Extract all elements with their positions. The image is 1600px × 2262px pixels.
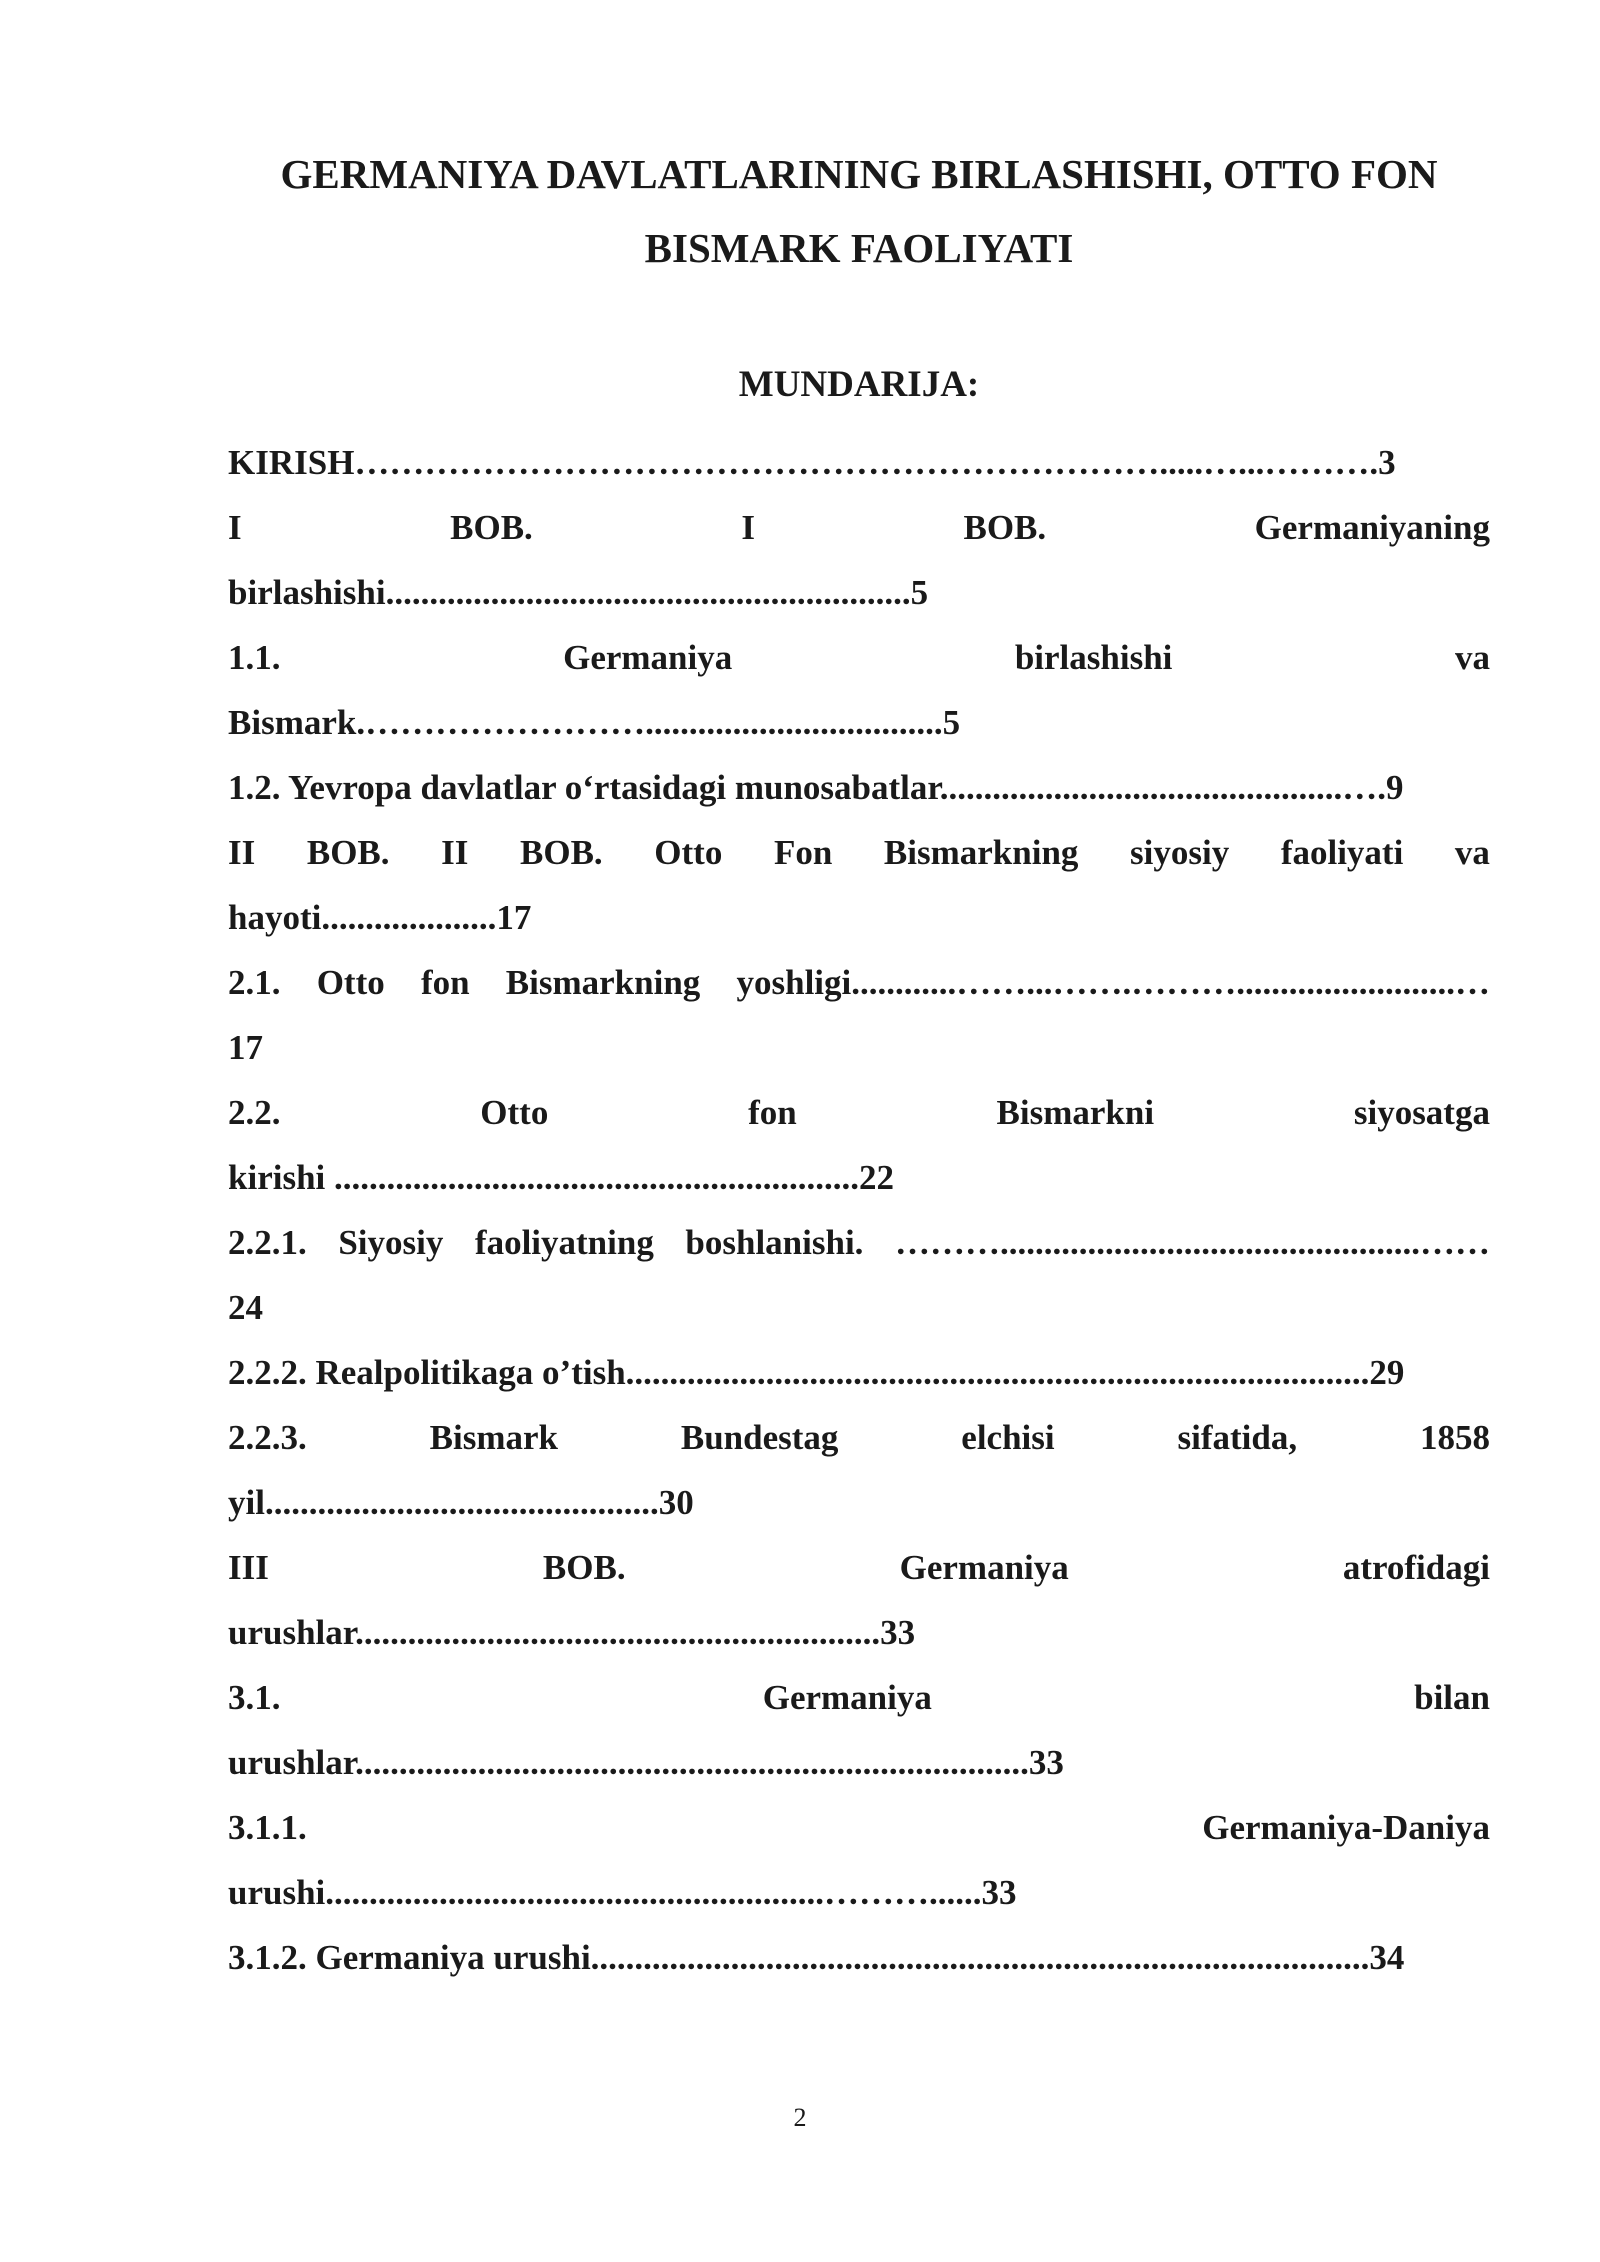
toc-line xyxy=(228,1340,1490,1405)
toc-word: Bismarkning xyxy=(505,963,701,1002)
toc-line xyxy=(228,560,1490,625)
toc-line xyxy=(228,690,1490,755)
toc-word: siyosiy xyxy=(1130,833,1230,872)
toc-word: BOB. xyxy=(450,508,533,547)
toc-line xyxy=(228,1470,1490,1535)
toc-word: II xyxy=(228,833,256,872)
toc-line xyxy=(228,1145,1490,1210)
toc-text: birlashishi............................................................5 xyxy=(228,573,929,612)
toc-line xyxy=(228,1210,1490,1275)
toc-word: birlashishi xyxy=(1014,638,1173,677)
toc-line xyxy=(228,820,1490,885)
toc-word: 2.1. xyxy=(228,963,281,1002)
toc-word: Bundestag xyxy=(680,1418,839,1457)
toc-text: 17 xyxy=(228,1028,263,1067)
toc-line xyxy=(228,1665,1490,1730)
toc-line xyxy=(228,1925,1490,1990)
toc-line xyxy=(228,1600,1490,1665)
toc-word: III xyxy=(228,1548,269,1587)
toc-word: 2.2.1. xyxy=(228,1223,307,1262)
toc-text: KIRISH…………………………………………………………….....…...……….3 xyxy=(228,443,1396,482)
toc-word: sifatida, xyxy=(1177,1418,1298,1457)
toc-line xyxy=(228,1795,1490,1860)
toc-line xyxy=(228,1860,1490,1925)
toc-word: Bismarkning xyxy=(883,833,1079,872)
toc-word: atrofidagi xyxy=(1342,1548,1490,1587)
toc-word: yoshligi............……...…….……….........................… xyxy=(736,963,1490,1002)
toc-word: BOB. xyxy=(963,508,1047,547)
toc-word: ………................................................…… xyxy=(895,1223,1490,1262)
toc-word: 2.2.3. xyxy=(228,1418,307,1457)
toc-text: Bismark.……………………..................................5 xyxy=(228,703,961,742)
toc-word: Germaniya-Daniya xyxy=(1202,1808,1490,1847)
toc-word: 3.1. xyxy=(228,1678,281,1717)
toc-text: yil.............................................30 xyxy=(228,1483,694,1522)
toc-text: 3.1.2. Germaniya urushi.........................................................................................34 xyxy=(228,1938,1405,1977)
document-title-line-2: BISMARK FAOLIYATI xyxy=(644,225,1074,271)
toc-word: Fon xyxy=(773,833,833,872)
toc-word: Germaniya xyxy=(563,638,733,677)
toc-word: I xyxy=(228,508,242,547)
toc-line xyxy=(228,1405,1490,1470)
toc-text: 24 xyxy=(228,1288,263,1327)
toc-text: hayoti....................17 xyxy=(228,898,532,937)
toc-word: bilan xyxy=(1414,1678,1490,1717)
page-number: 2 xyxy=(793,2103,807,2132)
toc-line xyxy=(228,430,1490,495)
toc-text: urushi.........................................................………......33 xyxy=(228,1873,1017,1912)
toc-line xyxy=(228,885,1490,950)
toc-word: 3.1.1. xyxy=(228,1808,307,1847)
toc-line xyxy=(228,1275,1490,1340)
toc-word: 2.2. xyxy=(228,1093,281,1132)
toc-text: 1.2. Yevropa davlatlar o‘rtasidagi munosabatlar..............................................….9 xyxy=(228,768,1404,807)
toc-word: II xyxy=(441,833,469,872)
toc-word: Siyosiy xyxy=(338,1223,444,1262)
toc-word: va xyxy=(1454,833,1490,872)
toc-word: Bismarkni xyxy=(996,1093,1155,1132)
document-title-line-1: GERMANIYA DAVLATLARINING BIRLASHISHI, OTTO FON xyxy=(280,151,1438,197)
toc-word: 1858 xyxy=(1419,1418,1490,1457)
toc-word: elchisi xyxy=(961,1418,1055,1457)
toc-word: faoliyati xyxy=(1280,833,1404,872)
toc-text: kirishi ............................................................22 xyxy=(228,1158,895,1197)
toc-line xyxy=(228,495,1490,560)
toc-text: urushlar.............................................................................33 xyxy=(228,1743,1064,1782)
toc-word: Bismark xyxy=(429,1418,558,1457)
toc-text: urushlar............................................................33 xyxy=(228,1613,916,1652)
contents-heading: MUNDARIJA: xyxy=(738,364,980,405)
table-of-contents xyxy=(228,430,1490,1990)
toc-word: Otto xyxy=(654,833,723,872)
toc-line xyxy=(228,625,1490,690)
toc-line xyxy=(228,1535,1490,1600)
toc-word: fon xyxy=(748,1093,797,1132)
toc-word: fon xyxy=(420,963,470,1002)
toc-word: va xyxy=(1455,638,1490,677)
toc-line xyxy=(228,1730,1490,1795)
toc-word: boshlanishi. xyxy=(685,1223,864,1262)
toc-word: I xyxy=(741,508,755,547)
toc-word: BOB. xyxy=(520,833,603,872)
toc-word: Germaniya xyxy=(899,1548,1069,1587)
toc-line xyxy=(228,1080,1490,1145)
toc-word: Germaniyaning xyxy=(1254,508,1490,547)
toc-text: 2.2.2. Realpolitikaga o’tish.....................................................................................29 xyxy=(228,1353,1405,1392)
toc-word: BOB. xyxy=(542,1548,626,1587)
toc-word: 1.1. xyxy=(228,638,281,677)
toc-line xyxy=(228,755,1490,820)
toc-word: BOB. xyxy=(306,833,390,872)
toc-word: Otto xyxy=(480,1093,549,1132)
toc-line xyxy=(228,950,1490,1015)
toc-word: Otto xyxy=(316,963,385,1002)
toc-word: faoliyatning xyxy=(474,1223,654,1262)
toc-word: Germaniya xyxy=(762,1678,932,1717)
toc-word: siyosatga xyxy=(1353,1093,1490,1132)
toc-line xyxy=(228,1015,1490,1080)
